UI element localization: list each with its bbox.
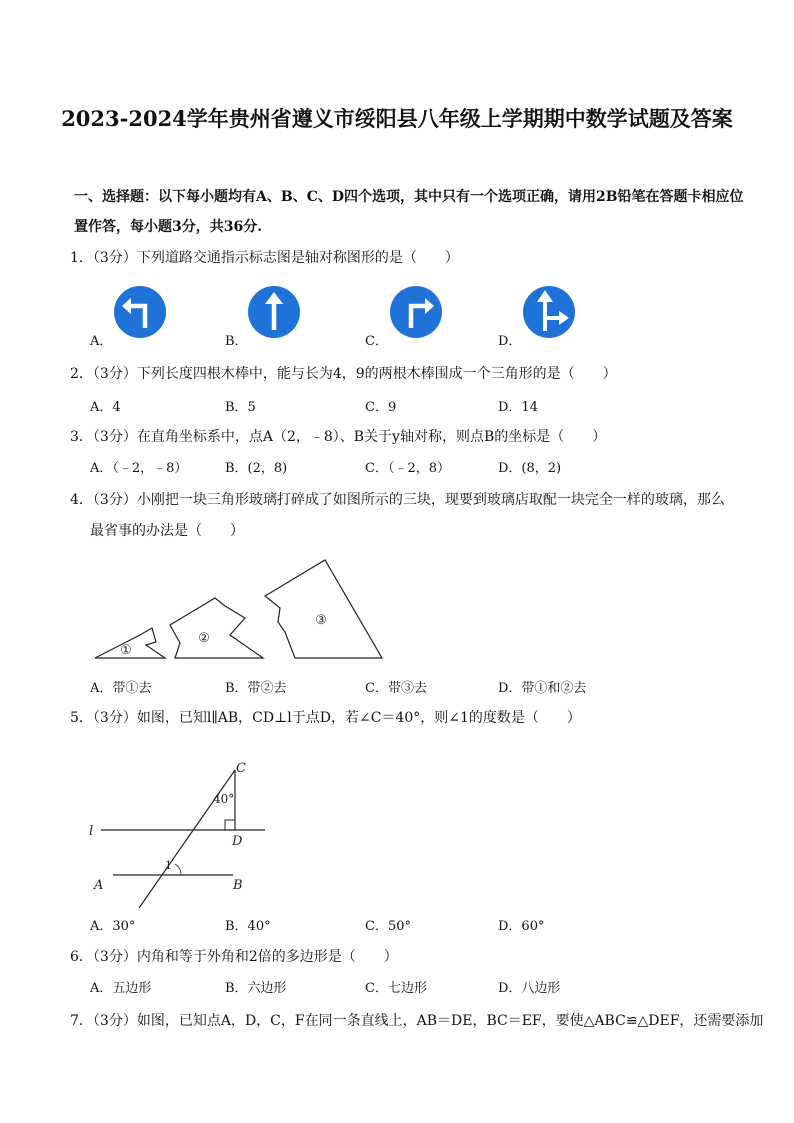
question-2 xyxy=(70,363,617,383)
option-a: A．（﹣2，﹣8） xyxy=(90,461,188,476)
option-a: A．五边形 xyxy=(90,981,152,996)
turn-right-arrow-icon xyxy=(390,286,442,338)
question-4-continued: 最省事的办法是（ ） xyxy=(90,523,244,539)
question-text: 下列长度四根木棒中，能与长为4，9的两根木棒围成一个三角形的是（ ） xyxy=(136,366,617,382)
sign-c-figure xyxy=(388,284,444,340)
option-b: B．(2，8) xyxy=(225,461,288,476)
label-angle-1: 1 xyxy=(165,859,172,872)
question-number: 3． xyxy=(70,429,93,445)
option-d: D． xyxy=(498,334,522,349)
piece-1-label: ① xyxy=(120,643,132,658)
question-number: 6． xyxy=(70,949,93,965)
option-c: C．带③去 xyxy=(365,681,427,696)
question-text: 小刚把一块三角形玻璃打碎成了如图所示的三块，现要到玻璃店取配一块完全一样的玻璃，那么 xyxy=(136,492,725,508)
option-a: A．带①去 xyxy=(90,681,152,696)
question-score: （3分） xyxy=(92,366,137,382)
angle-1-arc xyxy=(175,864,181,875)
sign-a-figure xyxy=(112,284,168,340)
option-d: D．八边形 xyxy=(498,981,561,996)
label-l: l xyxy=(89,824,94,839)
straight-or-right-arrow-icon xyxy=(523,286,575,338)
question-score: （3分） xyxy=(92,492,137,508)
question-3 xyxy=(70,426,606,446)
option-b: B． xyxy=(225,334,248,349)
question-6 xyxy=(70,946,398,966)
piece-3-label: ③ xyxy=(315,613,327,628)
question-4 xyxy=(70,489,725,509)
transversal xyxy=(139,770,235,908)
glass-piece-2 xyxy=(170,598,263,658)
question-score: （3分） xyxy=(92,949,137,965)
label-c: C xyxy=(236,761,246,776)
question-score: （3分） xyxy=(92,250,137,266)
question-number: 5． xyxy=(70,710,93,726)
question-score: （3分） xyxy=(92,429,137,445)
question-number: 2． xyxy=(70,366,93,382)
option-c: C． xyxy=(365,334,388,349)
question-score: （3分） xyxy=(92,1013,137,1029)
right-angle-mark xyxy=(225,820,235,830)
option-b: B．5 xyxy=(225,400,256,415)
question-1 xyxy=(70,247,459,267)
option-d: D．60° xyxy=(498,919,545,934)
label-b: B xyxy=(233,878,243,893)
question-text: 内角和等于外角和2倍的多边形是（ ） xyxy=(136,949,398,965)
question-text: 下列道路交通指示标志图是轴对称图形的是（ ） xyxy=(136,250,459,266)
label-a: A xyxy=(94,878,104,893)
glass-pieces-figure xyxy=(90,550,390,665)
option-b: B．六边形 xyxy=(225,981,287,996)
option-c: C．七边形 xyxy=(365,981,427,996)
option-c: C．（﹣2，8） xyxy=(365,461,450,476)
question-text: 在直角坐标系中，点A（2，﹣8）、B关于y轴对称，则点B的坐标是（ ） xyxy=(136,429,607,445)
option-c: C．50° xyxy=(365,919,411,934)
option-b: B．40° xyxy=(225,919,271,934)
turn-left-arrow-icon xyxy=(114,286,166,338)
label-d: D xyxy=(232,834,243,849)
question-text: 如图，已知点A，D，C，F在同一条直线上，AB＝DE，BC＝EF，要使△ABC≌△DEF，还需要添加 xyxy=(136,1013,764,1029)
option-d: D．(8，2) xyxy=(498,461,562,476)
option-a: A．4 xyxy=(90,400,121,415)
sign-b-figure xyxy=(246,284,302,340)
option-a: A．30° xyxy=(90,919,136,934)
page-title: 2023-2024学年贵州省遵义市绥阳县八年级上学期期中数学试题及答案 xyxy=(61,106,733,131)
question-number: 4． xyxy=(70,492,93,508)
question-5 xyxy=(70,707,581,727)
question-score: （3分） xyxy=(92,710,137,726)
option-d: D．14 xyxy=(498,400,538,415)
question-number: 1． xyxy=(70,250,93,266)
question-number: 7． xyxy=(70,1013,93,1029)
parallel-lines-figure xyxy=(85,758,275,913)
option-c: C．9 xyxy=(365,400,397,415)
option-b: B．带②去 xyxy=(225,681,287,696)
question-text: 如图，已知l∥AB，CD⊥l于点D，若∠C＝40°，则∠1的度数是（ ） xyxy=(136,710,581,726)
label-40-degrees: 40° xyxy=(213,792,235,806)
option-a: A． xyxy=(90,334,113,349)
question-7 xyxy=(70,1010,763,1030)
glass-piece-3 xyxy=(265,560,382,658)
piece-2-label: ② xyxy=(198,631,210,646)
section-heading: 一、选择题：以下每小题均有A、B、C、D四个选项，其中只有一个选项正确，请用2B铅笔在答题卡相应位置作答，每小题3分，共36分. xyxy=(74,189,744,235)
option-d: D．带①和②去 xyxy=(498,681,587,696)
sign-d-figure xyxy=(521,284,577,340)
